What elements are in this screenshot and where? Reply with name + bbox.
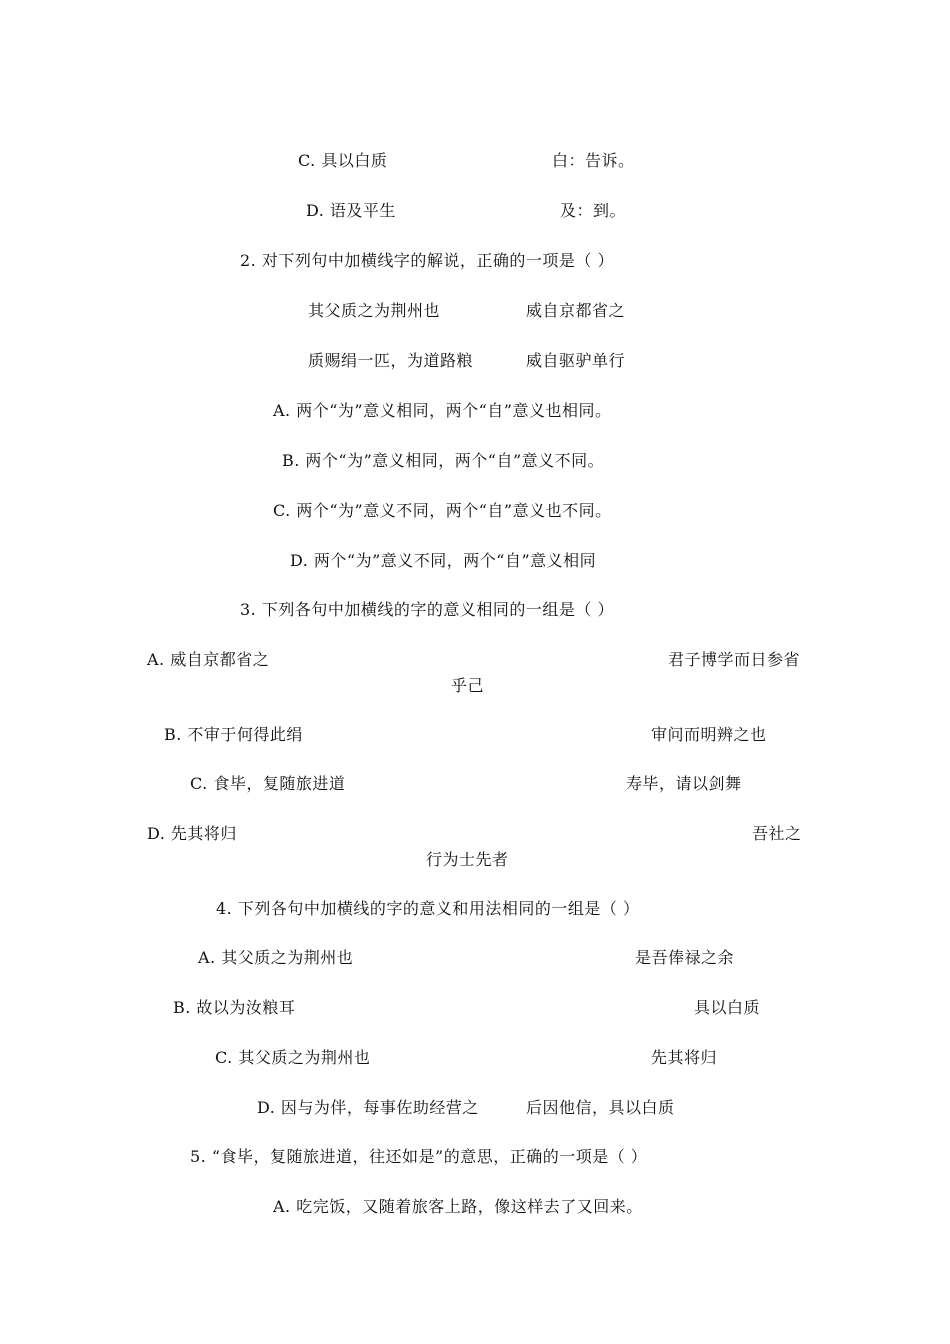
q1-option-c-gloss: 白：告诉。 [552, 151, 635, 170]
q3-option-b: B. 不审于何得此绢 [164, 725, 303, 744]
q2-sentence-3: 质赐绢一匹，为道路粮 [308, 351, 474, 370]
q4-option-a: A. 其父质之为荆州也 [198, 948, 354, 967]
q4-option-b: B. 故以为汝粮耳 [173, 998, 296, 1017]
q2-option-d: D. 两个“为”意义不同，两个“自”意义相同 [290, 551, 597, 570]
q5-option-a: A. 吃完饭，又随着旅客上路，像这样去了又回来。 [273, 1197, 643, 1216]
q3-option-a: A. 威自京都省之 [147, 650, 270, 669]
q4-option-b-compare: 具以白质 [694, 998, 761, 1017]
q2-sentence-1: 其父质之为荆州也 [308, 301, 441, 320]
q3-option-d-compare-cont: 行为士先者 [426, 850, 509, 869]
q4-option-a-compare: 是吾俸禄之余 [635, 948, 735, 967]
q3-option-d-compare: 吾社之 [752, 824, 802, 843]
q1-option-d: D. 语及平生 [306, 201, 396, 220]
q3-option-c-compare: 寿毕，请以剑舞 [626, 774, 742, 793]
q1-option-c: C. 具以白质 [298, 151, 388, 170]
q4-option-c: C. 其父质之为荆州也 [215, 1048, 371, 1067]
q3-option-a-compare: 君子博学而日参省 [668, 650, 801, 669]
q3-option-d: D. 先其将归 [147, 824, 237, 843]
q4-option-c-compare: 先其将归 [651, 1048, 718, 1067]
q2-sentence-2: 威自京都省之 [526, 301, 626, 320]
q3-option-c: C. 食毕，复随旅进道 [190, 774, 346, 793]
q3-option-b-compare: 审问而明辨之也 [651, 725, 767, 744]
q2-option-b: B. 两个“为”意义相同，两个“自”意义不同。 [282, 451, 605, 470]
q3-option-a-compare-cont: 乎己 [451, 676, 485, 695]
q2-sentence-4: 威自驱驴单行 [526, 351, 626, 370]
q4-option-d-compare: 后因他信，具以白质 [526, 1098, 675, 1117]
question-3: 3. 下列各句中加横线的字的意义相同的一组是（ ） [240, 600, 614, 619]
q4-option-d: D. 因与为伴，每事佐助经营之 [257, 1098, 479, 1117]
q1-option-d-gloss: 及：到。 [560, 201, 627, 220]
q2-option-c: C. 两个“为”意义不同，两个“自”意义也不同。 [273, 501, 612, 520]
question-4: 4. 下列各句中加横线的字的意义和用法相同的一组是（ ） [216, 899, 640, 918]
question-5: 5. “食毕，复随旅进道，往还如是”的意思，正确的一项是（ ） [190, 1147, 648, 1166]
q2-option-a: A. 两个“为”意义相同，两个“自”意义也相同。 [273, 401, 612, 420]
question-2: 2. 对下列句中加横线字的解说，正确的一项是（ ） [240, 251, 614, 270]
